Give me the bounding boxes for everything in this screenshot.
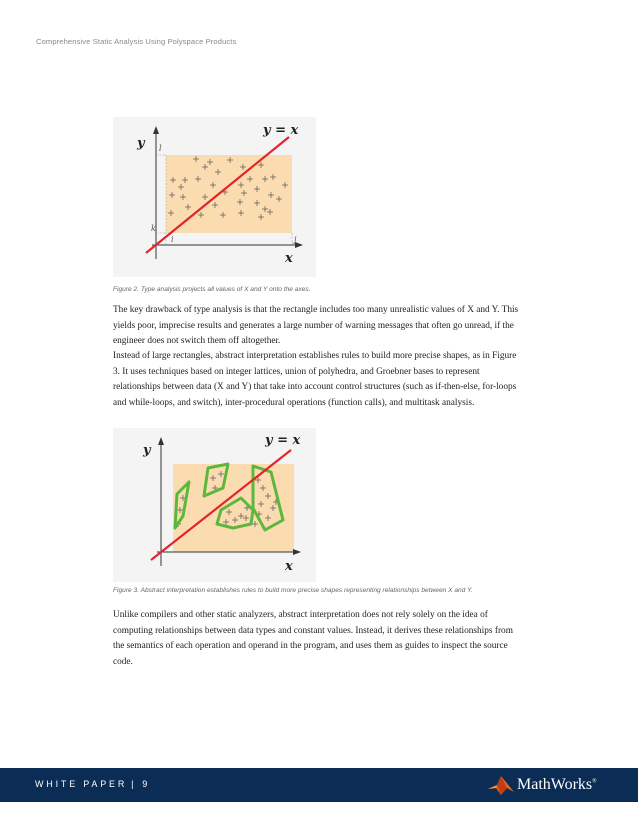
tick-i: i xyxy=(171,235,174,244)
y-axis-label: y xyxy=(143,443,151,458)
footer-separator: | xyxy=(131,779,137,789)
figure-2-caption: Figure 2. Type analysis projects all values of X and Y onto the axes. xyxy=(113,286,311,293)
x-axis-label: x xyxy=(285,251,293,266)
footer-label xyxy=(35,779,150,789)
running-header: Comprehensive Static Analysis Using Polyspace Products xyxy=(36,37,237,46)
figure-3 xyxy=(113,428,316,582)
page-footer xyxy=(0,768,638,802)
paragraph-relationships: Unlike compilers and other static analyzers, abstract interpretation does not rely solely on the idea of computing relationships between data types and constant values. Instead, it derives these relationships from the semantics of each operation and operand in the program, and uses them as guides to inspect the source code. xyxy=(113,610,513,667)
registered-mark: ® xyxy=(592,778,597,785)
tick-j: j xyxy=(294,235,297,244)
page-number: 9 xyxy=(142,779,151,789)
figure-3-caption: Figure 3. Abstract interpretation establishes rules to build more precise shapes representing relationships between X and Y. xyxy=(113,587,473,594)
figure-2-diagram xyxy=(113,117,316,277)
y-axis-label: y xyxy=(137,136,145,151)
line-label: y = x xyxy=(263,123,299,138)
figure-3-diagram xyxy=(113,428,316,582)
y-axis-arrow xyxy=(153,126,159,134)
membrane-icon xyxy=(488,774,514,796)
mathworks-logo xyxy=(488,772,597,798)
logo-text: MathWorks xyxy=(517,776,593,793)
paragraph-abstract-interpretation: Instead of large rectangles, abstract interpretation establishes rules to build more precise shapes, as in Figure 3. It uses techniques based on integer lattices, union of polyhedra, and Groebner bases to represent relationships between data (X and Y) that take into account control structures (such as if-then-else, for-loops and while-loops, and switch), inter-procedural operations (function calls), and multitask analysis. xyxy=(113,351,517,408)
tick-k: k xyxy=(151,224,156,233)
y-axis-arrow xyxy=(158,437,164,445)
tick-l: l xyxy=(159,144,162,153)
paragraph-type-analysis: The key drawback of type analysis is that the rectangle includes too many unrealistic values of X and Y. This yields poor, imprecise results and generates a large number of warning messages that often go unread, if the engineer does not switch them off altogether. xyxy=(113,305,519,346)
figure-2 xyxy=(113,117,316,277)
line-label: y = x xyxy=(265,433,301,448)
x-axis-label: x xyxy=(285,559,293,574)
document-type: WHITE PAPER xyxy=(35,779,128,789)
x-axis-arrow xyxy=(293,549,301,555)
